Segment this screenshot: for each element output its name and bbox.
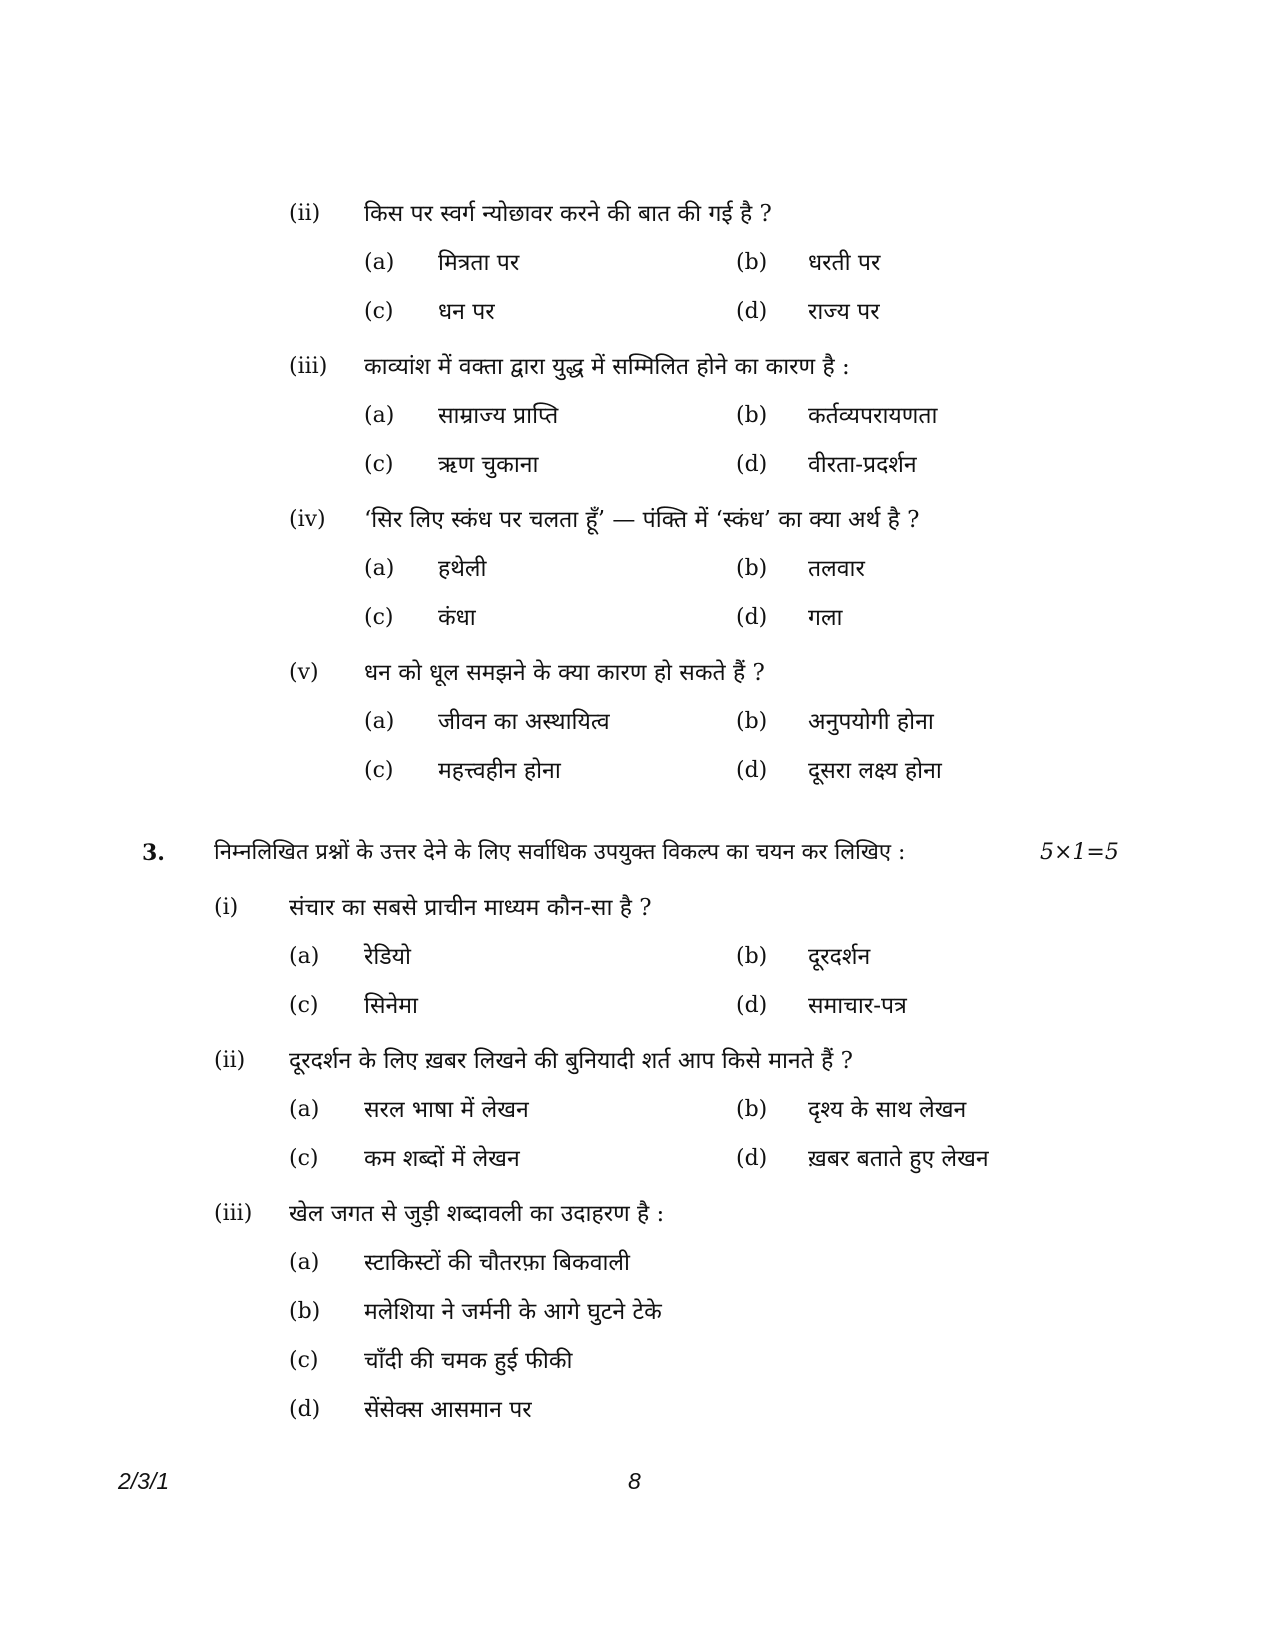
question-number: (ii) — [289, 201, 321, 226]
option-text: जीवन का अस्थायित्व — [438, 709, 610, 735]
option-label: (b) — [736, 556, 768, 581]
option-label: (a) — [289, 1097, 320, 1122]
question-number: (iv) — [289, 507, 326, 532]
option-label: (b) — [736, 1097, 768, 1122]
question-number: (i) — [214, 895, 239, 920]
question-text: खेल जगत से जुड़ी शब्दावली का उदाहरण है : — [289, 1201, 665, 1227]
question-text: दूरदर्शन के लिए ख़बर लिखने की बुनियादी शर्त आप किसे मानते हैं ? — [289, 1048, 853, 1074]
option-label: (d) — [736, 452, 768, 477]
option-label: (c) — [364, 299, 394, 324]
question-instruction: निम्नलिखित प्रश्नों के उत्तर देने के लिए सर्वाधिक उपयुक्त विकल्प का चयन कर लिखिए : — [214, 840, 906, 865]
option-text: धरती पर — [808, 250, 881, 276]
option-text: मलेशिया ने जर्मनी के आगे घुटने टेके — [364, 1299, 662, 1325]
option-text: दूरदर्शन — [808, 944, 871, 970]
option-label: (d) — [736, 993, 768, 1018]
question-text: ‘सिर लिए स्कंध पर चलता हूँ’ — पंक्ति में ‘स्कंध’ का क्या अर्थ है ? — [364, 507, 920, 533]
option-text: महत्त्वहीन होना — [438, 758, 561, 784]
question-text: संचार का सबसे प्राचीन माध्यम कौन-सा है ? — [289, 895, 652, 921]
option-text: कंधा — [438, 605, 476, 631]
option-label: (d) — [736, 299, 768, 324]
option-label: (a) — [364, 250, 395, 275]
option-label: (a) — [364, 556, 395, 581]
question-text: काव्यांश में वक्ता द्वारा युद्ध में सम्मिलित होने का कारण है : — [364, 354, 850, 380]
option-label: (b) — [289, 1299, 321, 1324]
option-text: तलवार — [808, 556, 865, 582]
question-text: धन को धूल समझने के क्या कारण हो सकते हैं ? — [364, 660, 765, 686]
option-text: राज्य पर — [808, 299, 880, 325]
option-label: (a) — [364, 403, 395, 428]
option-text: धन पर — [438, 299, 495, 325]
question-number: (v) — [289, 660, 319, 685]
option-text: ऋण चुकाना — [438, 452, 539, 478]
option-label: (a) — [364, 709, 395, 734]
option-label: (b) — [736, 403, 768, 428]
marks-allocation: 5×1=5 — [1040, 840, 1119, 865]
option-label: (c) — [364, 452, 394, 477]
option-text: चाँदी की चमक हुई फीकी — [364, 1348, 573, 1374]
option-label: (c) — [364, 758, 394, 783]
option-text: मित्रता पर — [438, 250, 520, 276]
option-text: स्टाकिस्टों की चौतरफ़ा बिकवाली — [364, 1250, 630, 1276]
option-text: दूसरा लक्ष्य होना — [808, 758, 942, 784]
option-label: (d) — [736, 1146, 768, 1171]
option-text: रेडियो — [364, 944, 411, 970]
question-text: किस पर स्वर्ग न्योछावर करने की बात की गई है ? — [364, 201, 772, 227]
option-label: (a) — [289, 944, 320, 969]
option-text: सेंसेक्स आसमान पर — [364, 1397, 532, 1423]
option-text: दृश्य के साथ लेखन — [808, 1097, 967, 1123]
option-text: ख़बर बताते हुए लेखन — [808, 1146, 989, 1172]
option-text: वीरता-प्रदर्शन — [808, 452, 917, 478]
option-label: (a) — [289, 1250, 320, 1275]
question-main-number: 3. — [142, 840, 165, 866]
option-label: (d) — [736, 758, 768, 783]
option-label: (c) — [364, 605, 394, 630]
option-text: हथेली — [438, 556, 487, 582]
option-label: (b) — [736, 250, 768, 275]
option-label: (c) — [289, 1146, 319, 1171]
option-label: (d) — [289, 1397, 321, 1422]
question-number: (ii) — [214, 1048, 246, 1073]
option-label: (c) — [289, 1348, 319, 1373]
page-number: 8 — [628, 1468, 641, 1494]
option-text: साम्राज्य प्राप्ति — [438, 403, 559, 429]
question-number: (iii) — [289, 354, 328, 379]
question-number: (iii) — [214, 1201, 253, 1226]
option-text: सरल भाषा में लेखन — [364, 1097, 529, 1123]
option-text: कर्तव्यपरायणता — [808, 403, 938, 429]
option-label: (d) — [736, 605, 768, 630]
option-label: (b) — [736, 944, 768, 969]
option-label: (c) — [289, 993, 319, 1018]
option-text: समाचार-पत्र — [808, 993, 907, 1019]
option-label: (b) — [736, 709, 768, 734]
paper-code: 2/3/1 — [118, 1468, 170, 1494]
option-text: सिनेमा — [364, 993, 418, 1019]
option-text: कम शब्दों में लेखन — [364, 1146, 520, 1172]
option-text: अनुपयोगी होना — [808, 709, 934, 735]
option-text: गला — [808, 605, 843, 631]
